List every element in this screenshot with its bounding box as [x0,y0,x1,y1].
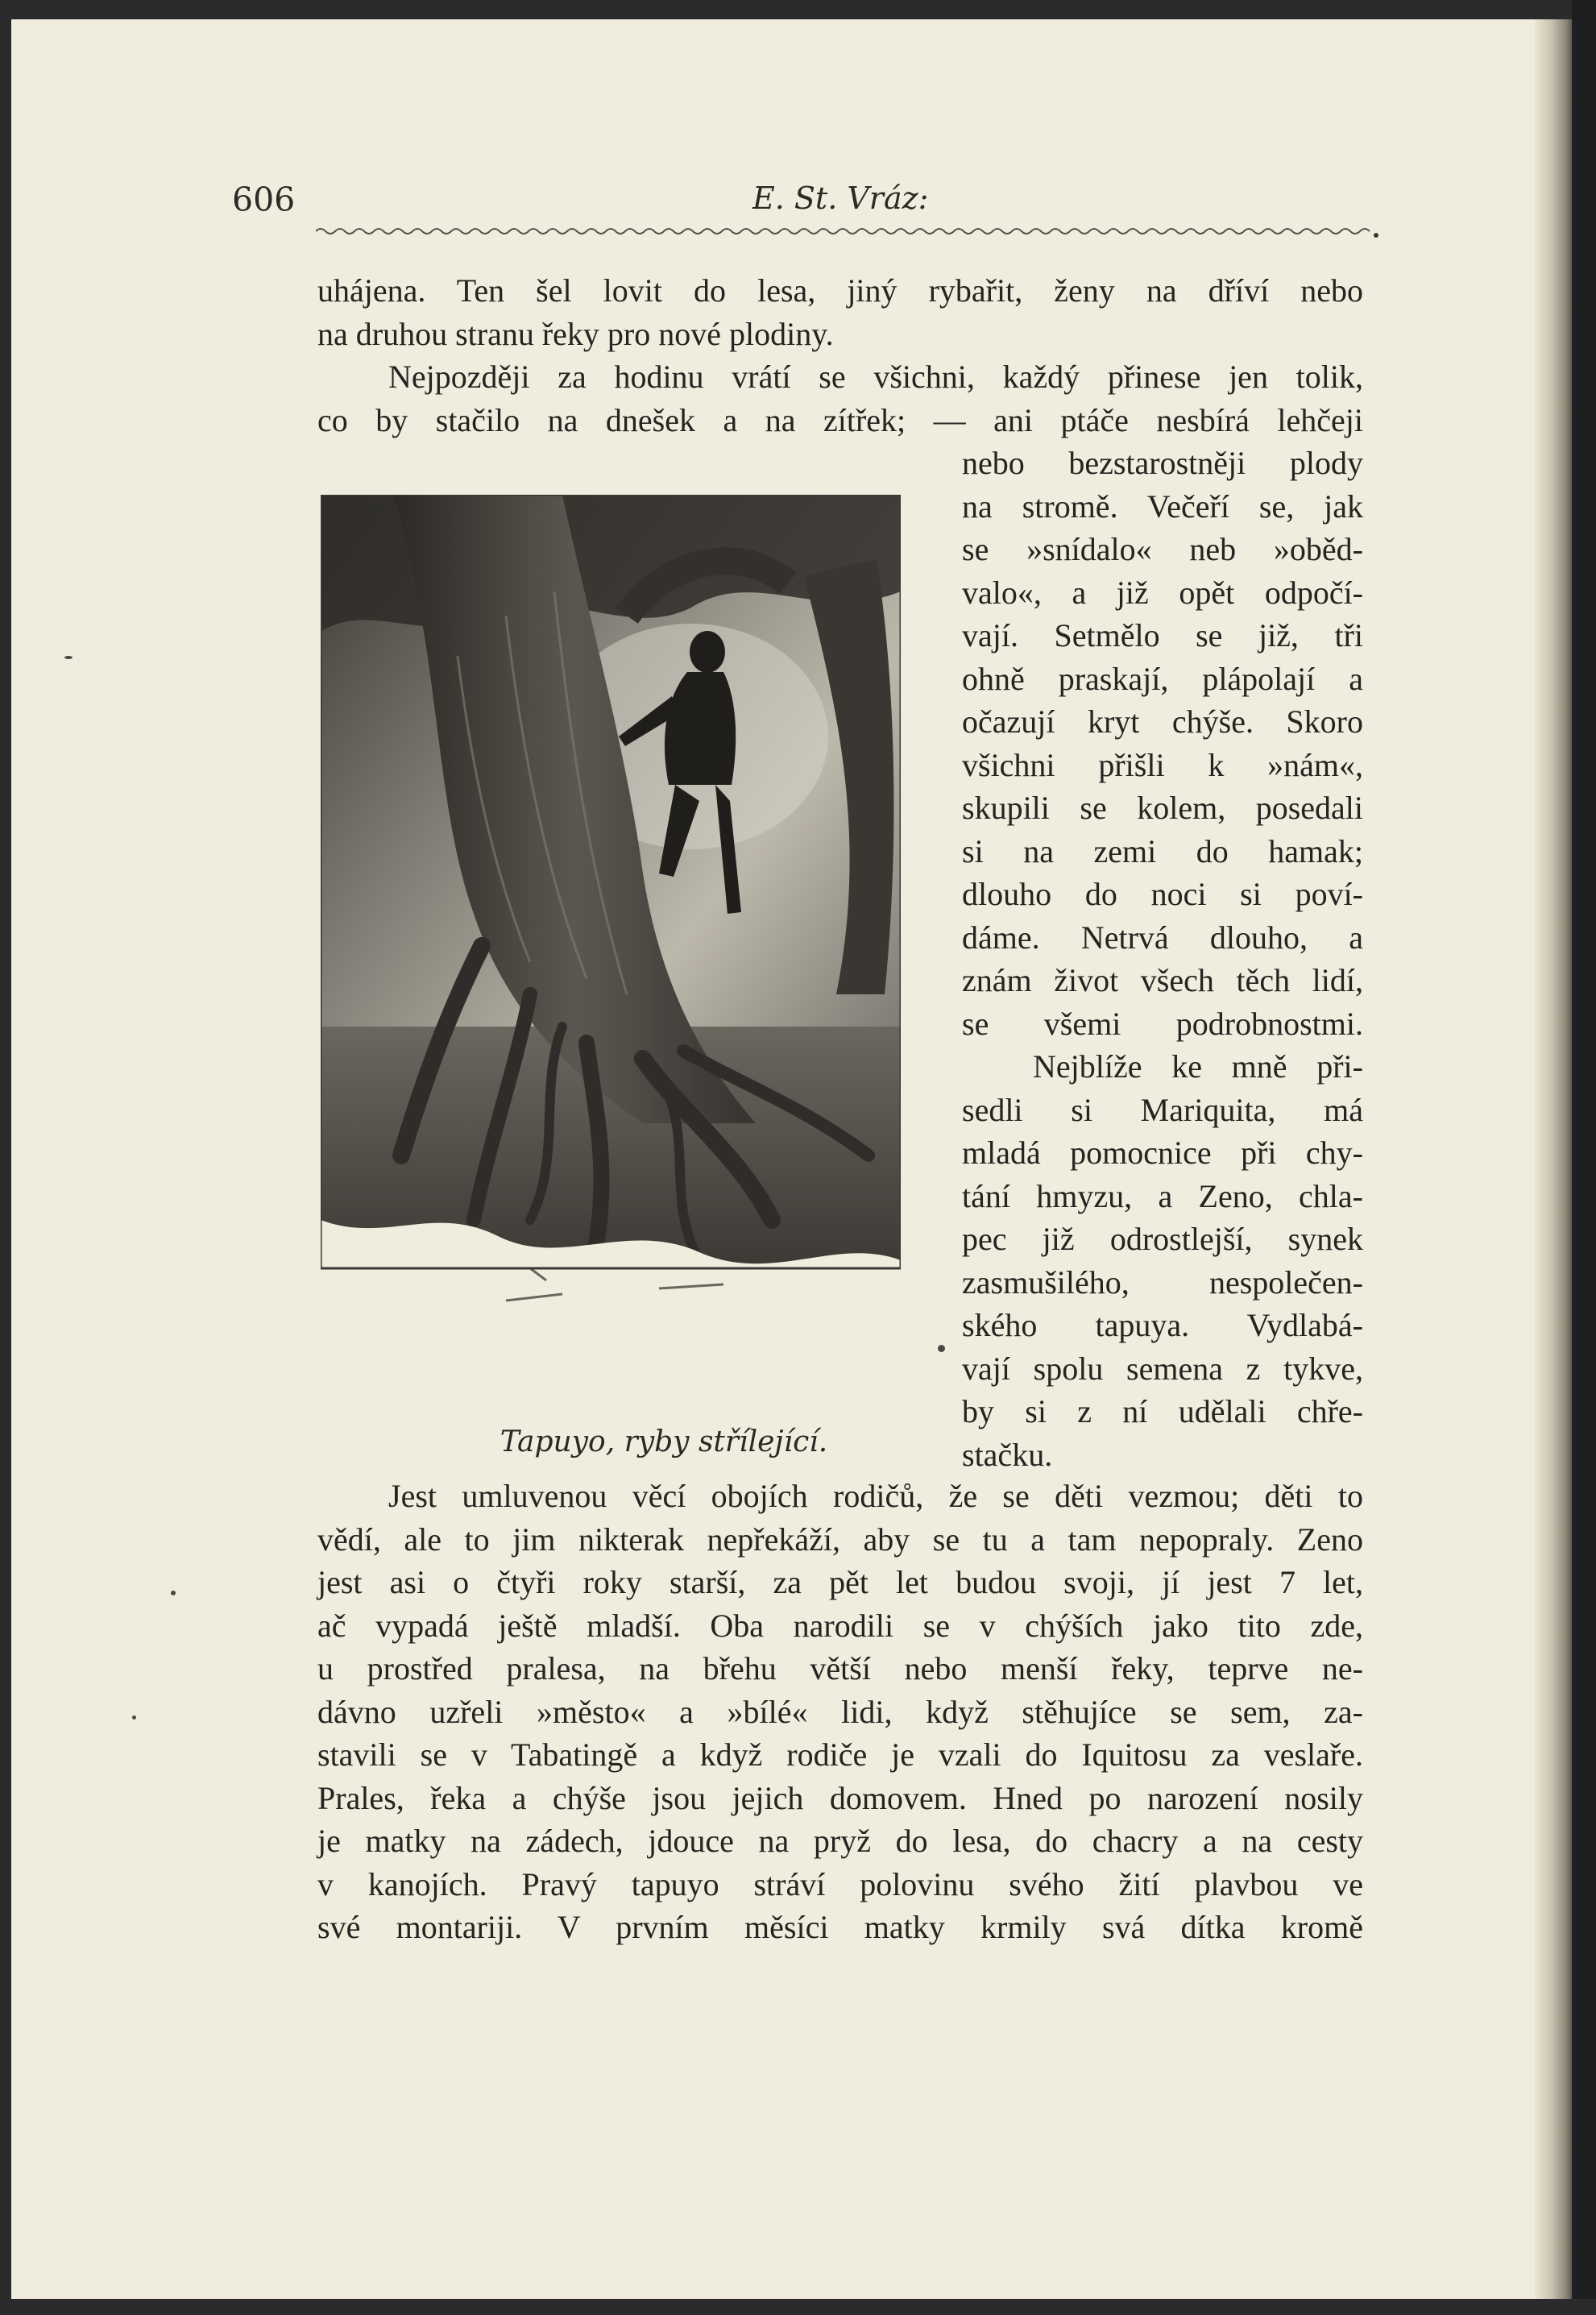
text-line: stavili se v Tabatingě a když rodiče je vzali do Iquitosu za veslaře. [317,1736,1363,1773]
paragraph-2-column [962,442,1363,1045]
paragraph-3-column [962,1045,1363,1476]
page-header [11,19,1538,261]
text-line: jest asi o čtyři roky starší, za pět let budou svoji, jí jest 7 let, [317,1564,1363,1600]
paragraph-1 [317,269,1363,355]
text-line: Prales, řeka a chýše jsou jejich domovem. Hned po narození nosily [317,1779,1363,1816]
running-title: E. St. Vráz: [752,180,929,216]
text-line: ského tapuya. Vydlabá- [962,1307,1363,1343]
text-line: dáme. Netrvá dlouho, a [962,919,1363,956]
text-line: vědí, ale to jim nikterak nepřekáží, aby se tu a tam nepopraly. Zeno [317,1521,1363,1558]
text-line: dlouho do noci si poví- [962,876,1363,912]
page-number: 606 [232,180,296,219]
text-line: dávno uzřeli »město« a »bílé« lidi, když stěhujíce se sem, za- [317,1693,1363,1730]
text-line: očazují kryt chýše. Skoro [962,703,1363,740]
paragraph-4 [317,1475,1363,1949]
text-line: ohně praskají, plápolají a [962,660,1363,697]
text-line: pec již odrostlejší, synek [962,1221,1363,1257]
text-line: by si z ní udělali chře- [962,1393,1363,1429]
text-line: mladá pomocnice při chy- [962,1135,1363,1171]
scan-speck [171,1591,176,1595]
text-line: nebo bezstarostněji plody [962,445,1363,481]
text-line: Nejblíže ke mně při- [1033,1048,1363,1085]
text-line: skupili se kolem, posedali [962,790,1363,826]
text-line: vají spolu semena z tykve, [962,1350,1363,1387]
scan-speck [132,1716,136,1720]
text-line: se všemi podrobnostmi. [962,1005,1363,1042]
text-line: sedli si Mariquita, má [962,1091,1363,1128]
scan-border-top [0,0,1596,19]
text-line: všichni přišli k »nám«, [962,746,1363,783]
paragraph-2 [317,355,1363,442]
page-spine-shadow [1535,19,1572,2315]
text-line: své montariji. V prvním měsíci matky krmily svá dítka kromě [317,1909,1363,1945]
text-line: ač vypadá ještě mladší. Oba narodili se v chýších jako tito zde, [317,1607,1363,1644]
text-line: stačku. [962,1436,1053,1473]
text-line: valo«, a již opět odpočí- [962,574,1363,611]
text-line: uhájena. Ten šel lovit do lesa, jiný rybařit, ženy na dříví nebo [317,272,1363,309]
scan-border-bottom [0,2299,1596,2315]
illustration-tree-fisherman [321,495,901,1349]
text-line: na stromě. Večeří se, jak [962,487,1363,525]
text-line: v kanojích. Pravý tapuyo stráví polovinu svého žití plavbou ve [317,1865,1363,1902]
text-line: je matky na zádech, jdouce na pryž do lesa, do chacry a na cesty [317,1823,1363,1859]
text-line: znám život všech těch lidí, [962,962,1363,998]
text-line: zasmušilého, nespolečen- [962,1263,1363,1301]
text-line: u prostřed pralesa, na břehu větší nebo menší řeky, teprve ne- [317,1650,1363,1686]
text-line: vají. Setmělo se již, tři [962,617,1363,653]
scan-speck [938,1345,945,1352]
text-line: Nejpozději za hodinu vrátí se všichni, každý přinese jen tolik, [388,359,1363,395]
text-line: se »snídalo« neb »oběd- [962,531,1363,567]
text-line: Jest umluvenou věcí obojích rodičů, že se děti vezmou; děti to [388,1478,1363,1514]
scan-border-right [1572,0,1596,2315]
book-page [11,19,1538,2299]
header-wavy-rule [316,222,1379,240]
scan-speck [64,656,73,659]
illustration-caption: Tapuyo, ryby střílející. [500,1425,828,1458]
text-line: co by stačilo na dnešek a na zítřek; — ani ptáče nesbírá lehčeji [317,401,1363,438]
text-line: si na zemi do hamak; [962,832,1363,869]
text-line: tání hmyzu, a Zeno, chla- [962,1177,1363,1214]
text-line: na druhou stranu řeky pro nové plodiny. [317,315,834,352]
